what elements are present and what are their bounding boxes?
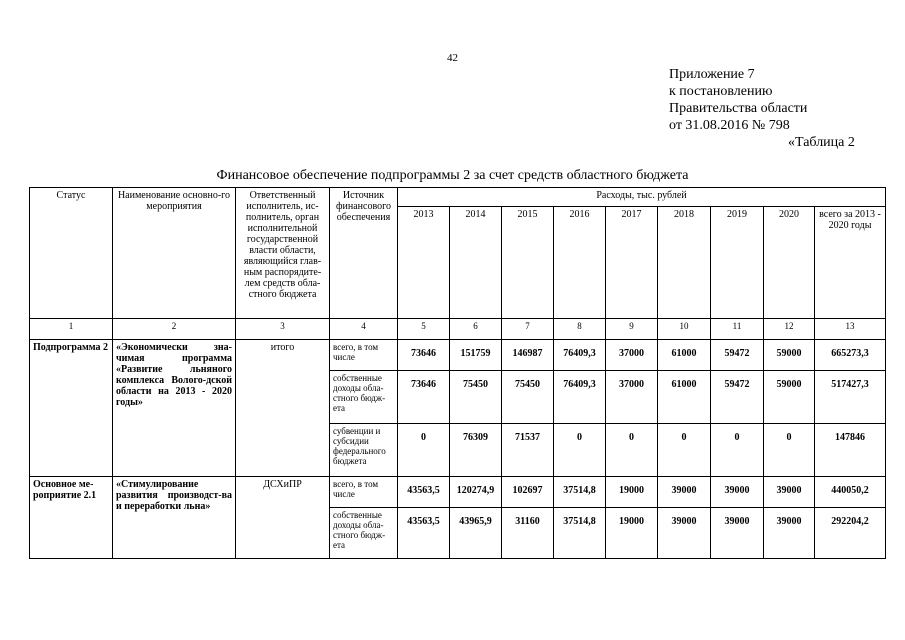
appendix-line: Приложение 7 bbox=[669, 67, 755, 82]
row-value: 75450 bbox=[450, 371, 502, 424]
row-value: 61000 bbox=[658, 340, 711, 371]
row-value: 102697 bbox=[502, 477, 554, 508]
row-value: 73646 bbox=[398, 371, 450, 424]
table-title: Финансовое обеспечение подпрограммы 2 за счет средств областного бюджета bbox=[216, 168, 689, 183]
row-value: 0 bbox=[398, 424, 450, 477]
page-number: 42 bbox=[447, 52, 458, 64]
table-row bbox=[30, 340, 886, 371]
column-index: 13 bbox=[815, 319, 886, 340]
row-value: 73646 bbox=[398, 340, 450, 371]
row-value: 0 bbox=[554, 424, 606, 477]
row-status: Основное ме-роприятие 2.1 bbox=[30, 477, 113, 559]
row-executor: ДСХиПР bbox=[236, 477, 330, 559]
row-value: 71537 bbox=[502, 424, 554, 477]
row-source: собственные доходы обла-стного бюдж-ета bbox=[330, 508, 398, 559]
header-name: Наименование основно-го мероприятия bbox=[113, 188, 236, 319]
column-index-row bbox=[30, 319, 886, 340]
row-value: 61000 bbox=[658, 371, 711, 424]
header-year: 2018 bbox=[658, 207, 711, 319]
row-value: 39000 bbox=[711, 508, 764, 559]
column-index: 10 bbox=[658, 319, 711, 340]
appendix-line: Правительства области bbox=[669, 101, 808, 116]
row-value: 43563,5 bbox=[398, 477, 450, 508]
row-value: 76309 bbox=[450, 424, 502, 477]
header-year: 2014 bbox=[450, 207, 502, 319]
row-value: 146987 bbox=[502, 340, 554, 371]
row-source: субвенции и субсидии федерального бюджета bbox=[330, 424, 398, 477]
row-value: 0 bbox=[711, 424, 764, 477]
row-value: 59000 bbox=[764, 340, 815, 371]
row-value: 39000 bbox=[658, 508, 711, 559]
row-value: 39000 bbox=[764, 477, 815, 508]
header-year: 2013 bbox=[398, 207, 450, 319]
row-value: 31160 bbox=[502, 508, 554, 559]
row-value: 43965,9 bbox=[450, 508, 502, 559]
header-source: Источник финансового обеспечения bbox=[330, 188, 398, 319]
row-value: 440050,2 bbox=[815, 477, 886, 508]
header-executor: Ответственный исполнитель, ис-полнитель, орган исполнительной государственной власти области, являющийся глав-ным распорядите-лем средств обла-стного бюджета bbox=[236, 188, 330, 319]
row-value: 665273,3 bbox=[815, 340, 886, 371]
table-row bbox=[30, 477, 886, 508]
row-source: всего, в том числе bbox=[330, 340, 398, 371]
row-source: всего, в том числе bbox=[330, 477, 398, 508]
header-expenses: Расходы, тыс. рублей bbox=[398, 188, 886, 207]
column-index: 11 bbox=[711, 319, 764, 340]
row-value: 39000 bbox=[658, 477, 711, 508]
column-index: 6 bbox=[450, 319, 502, 340]
row-value: 59472 bbox=[711, 371, 764, 424]
column-index: 8 bbox=[554, 319, 606, 340]
column-index: 2 bbox=[113, 319, 236, 340]
row-value: 0 bbox=[764, 424, 815, 477]
appendix-header bbox=[669, 66, 807, 134]
column-index: 3 bbox=[236, 319, 330, 340]
row-value: 59000 bbox=[764, 371, 815, 424]
row-value: 37000 bbox=[606, 371, 658, 424]
row-value: 0 bbox=[606, 424, 658, 477]
row-value: 37514,8 bbox=[554, 477, 606, 508]
row-value: 43563,5 bbox=[398, 508, 450, 559]
row-source: собственные доходы обла-стного бюдж-ета bbox=[330, 371, 398, 424]
header-year: 2019 bbox=[711, 207, 764, 319]
row-value: 19000 bbox=[606, 508, 658, 559]
row-value: 0 bbox=[658, 424, 711, 477]
row-value: 39000 bbox=[711, 477, 764, 508]
column-index: 7 bbox=[502, 319, 554, 340]
column-index: 4 bbox=[330, 319, 398, 340]
header-total: всего за 2013 - 2020 годы bbox=[815, 207, 886, 319]
column-index: 9 bbox=[606, 319, 658, 340]
row-value: 59472 bbox=[711, 340, 764, 371]
row-value: 292204,2 bbox=[815, 508, 886, 559]
row-value: 120274,9 bbox=[450, 477, 502, 508]
row-executor: итого bbox=[236, 340, 330, 477]
row-value: 37514,8 bbox=[554, 508, 606, 559]
header-year: 2020 bbox=[764, 207, 815, 319]
appendix-line: к постановлению bbox=[669, 84, 773, 99]
header-year: 2017 bbox=[606, 207, 658, 319]
header-row bbox=[30, 188, 886, 207]
appendix-line: от 31.08.2016 № 798 bbox=[669, 118, 790, 133]
table-reference: «Таблица 2 bbox=[788, 135, 855, 150]
column-index: 12 bbox=[764, 319, 815, 340]
row-value: 37000 bbox=[606, 340, 658, 371]
column-index: 5 bbox=[398, 319, 450, 340]
row-value: 76409,3 bbox=[554, 340, 606, 371]
row-name: «Стимулирование развития производст-ва и переработки льна» bbox=[113, 477, 236, 559]
row-value: 517427,3 bbox=[815, 371, 886, 424]
header-year: 2015 bbox=[502, 207, 554, 319]
row-status: Подпрограмма 2 bbox=[30, 340, 113, 477]
row-value: 39000 bbox=[764, 508, 815, 559]
row-value: 75450 bbox=[502, 371, 554, 424]
header-year: 2016 bbox=[554, 207, 606, 319]
row-value: 147846 bbox=[815, 424, 886, 477]
row-value: 19000 bbox=[606, 477, 658, 508]
row-name: «Экономически зна-чимая программа «Развитие льняного комплекса Волого-дской области на 2013 - 2020 годы» bbox=[113, 340, 236, 477]
financing-table bbox=[29, 187, 886, 559]
row-value: 76409,3 bbox=[554, 371, 606, 424]
header-status: Статус bbox=[30, 188, 113, 319]
row-value: 151759 bbox=[450, 340, 502, 371]
column-index: 1 bbox=[30, 319, 113, 340]
